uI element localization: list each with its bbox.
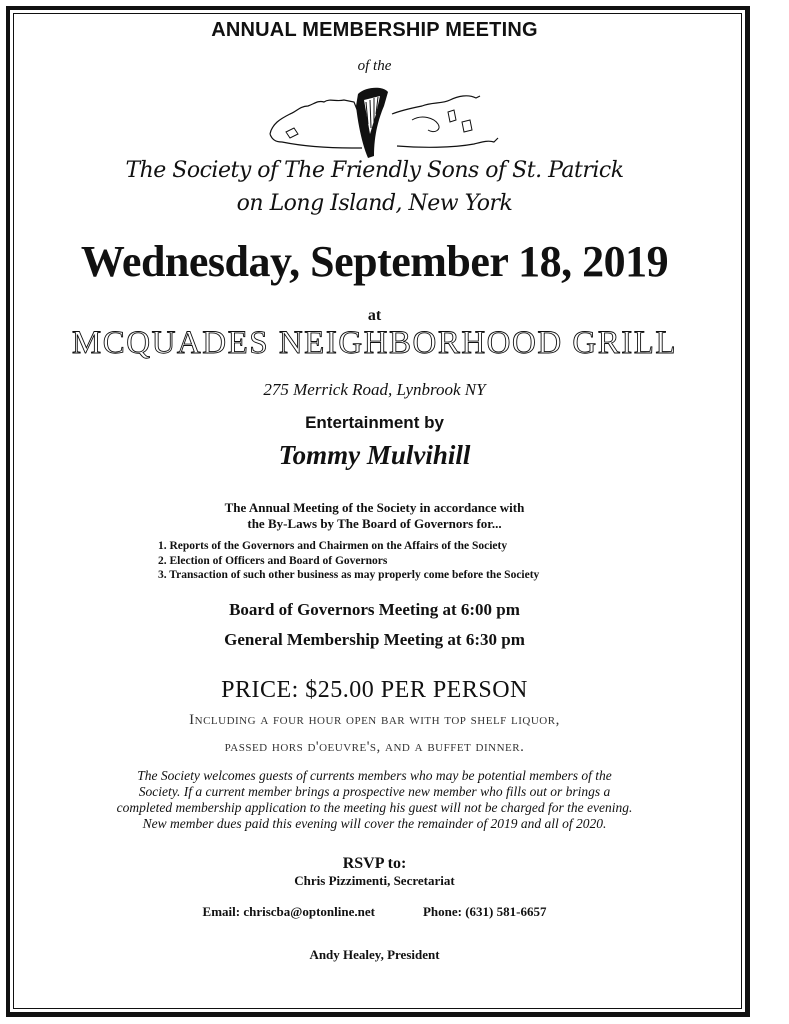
- agenda-item: 1. Reports of the Governors and Chairmen on the Affairs of the Society: [158, 540, 508, 552]
- harp-over-long-island-map-icon: [262, 84, 507, 160]
- rsvp-label: RSVP to:: [342, 855, 407, 872]
- president-signature: Andy Healey, President: [309, 947, 440, 962]
- venue-name: MCQUADES NEIGHBORHOOD GRILL: [71, 325, 678, 361]
- of-the-text: of the: [357, 58, 392, 74]
- agenda-intro-line1: The Annual Meeting of the Society in accordance with: [224, 500, 525, 515]
- rsvp-contact-info: [0, 904, 749, 920]
- agenda-intro-line2: the By-Laws by The Board of Governors for...: [247, 516, 502, 531]
- venue-address: 275 Merrick Road, Lynbrook NY: [263, 380, 486, 399]
- board-meeting-time: Board of Governors Meeting at 6:00 pm: [229, 600, 520, 619]
- performer-name: Tommy Mulvihill: [278, 440, 471, 470]
- at-text: at: [367, 307, 382, 324]
- guest-policy-line: The Society welcomes guests of currents members who may be potential members of the: [137, 768, 612, 783]
- entertainment-label: Entertainment by: [305, 413, 444, 432]
- guest-policy-line: New member dues paid this evening will cover the remainder of 2019 and all of 2020.: [142, 816, 607, 831]
- agenda-item: 2. Election of Officers and Board of Governors: [158, 555, 388, 567]
- guest-policy-line: completed membership application to the meeting his guest will not be charged for the evening.: [116, 800, 633, 815]
- rsvp-contact-name: Chris Pizzimenti, Secretariat: [294, 873, 455, 888]
- society-name-line2: on Long Island, New York: [236, 191, 513, 216]
- rsvp-email[interactable]: Email: chriscba@optonline.net: [202, 904, 375, 919]
- society-name-line1: The Society of The Friendly Sons of St. Patrick: [125, 158, 624, 183]
- guest-policy-line: Society. If a current member brings a prospective new member who fills out or brings a: [138, 784, 611, 799]
- price-includes-line1: Including a four hour open bar with top shelf liquor,: [189, 712, 560, 728]
- general-meeting-time: General Membership Meeting at 6:30 pm: [224, 630, 525, 649]
- rsvp-phone[interactable]: Phone: (631) 581-6657: [422, 904, 547, 919]
- agenda-item: 3. Transaction of such other business as may properly come before the Society: [158, 569, 540, 581]
- event-date: Wednesday, September 18, 2019: [80, 237, 669, 286]
- price-includes-line2: passed hors d'oeuvre's, and a buffet dinner.: [224, 739, 525, 755]
- flyer-title: ANNUAL MEMBERSHIP MEETING: [211, 19, 538, 41]
- price-text: PRICE: $25.00 PER PERSON: [221, 677, 528, 703]
